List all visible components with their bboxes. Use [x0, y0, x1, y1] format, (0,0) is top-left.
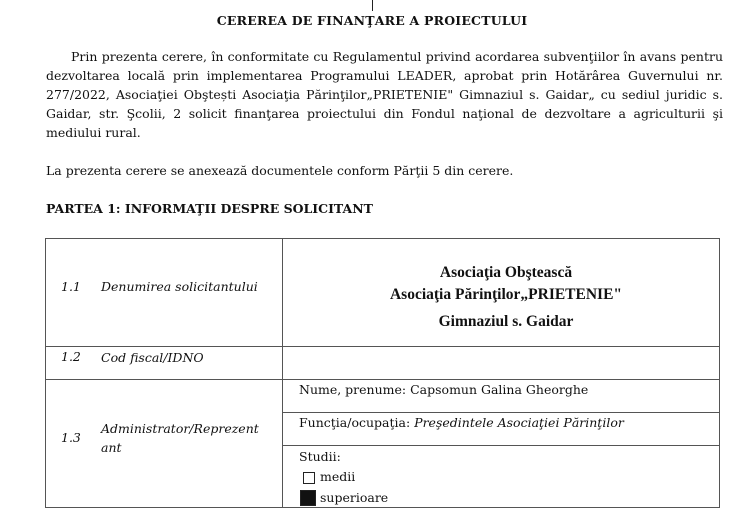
studies-superioare-label: superioare [320, 490, 389, 505]
row-number: 1.2 [61, 349, 81, 364]
name-field [299, 382, 588, 397]
administrator-label-line-1: Administrator/Reprezent [101, 421, 259, 436]
table-border-top [45, 238, 720, 239]
part-heading: PARTEA 1: INFORMAŢII DESPRE SOLICITANT [46, 201, 373, 216]
fiscal-code-label: Cod fiscal/IDNO [101, 350, 204, 365]
administrator-label-line-2: ant [101, 440, 122, 455]
name-value[interactable]: Capsomun Galina Gheorghe [410, 382, 589, 397]
studies-medii-label: medii [320, 469, 356, 484]
name-label: Nume, prenume: [299, 382, 407, 397]
table-border-bottom [45, 507, 720, 508]
intro-paragraph: Prin prezenta cerere, în conformitate cu Regulamentul privind acordarea subvenţiilor în avans pentru dezvoltarea locală prin implementarea Programului LEADER, aprobat prin Hotărârea Guvernului nr. 277/2022, Asociaţiei Obştești Asociaţia Părinţilor„PRIETENIE" Gimnaziul s. Gaidar„ cu sediul juridic s. Gaidar, str. Şcolii, 2 solicit finanţarea proiectului din Fondul naţional de dezvoltare a agriculturii şi mediului rural. [46, 49, 723, 140]
applicant-name-line-2: Asociaţia Părinţilor„PRIETENIE" [389, 286, 623, 303]
function-label: Funcţia/ocupaţia: [299, 415, 411, 430]
text-cursor [372, 0, 373, 11]
row-number: 1.1 [61, 279, 81, 294]
table-border-left [45, 238, 46, 508]
table-subrow-divider-2 [282, 445, 720, 446]
table-row-divider-2 [45, 379, 720, 380]
table-subrow-divider-1 [282, 412, 720, 413]
studies-label: Studii: [299, 449, 341, 464]
row-number: 1.3 [61, 430, 81, 445]
function-field [299, 415, 624, 430]
applicant-name-line-3: Gimnaziul s. Gaidar [438, 313, 574, 330]
document-title: CEREREA DE FINANŢARE A PROIECTULUI [216, 13, 528, 28]
studies-superioare-checkbox[interactable] [300, 490, 316, 506]
table-row-divider-1 [45, 346, 720, 347]
applicant-name-line-1: Asociaţia Obştească [439, 264, 573, 281]
studies-medii-checkbox[interactable] [303, 472, 315, 484]
annex-note: La prezenta cerere se anexează documentele conform Părţii 5 din cerere. [46, 163, 514, 178]
function-value[interactable]: Preşedintele Asociaţiei Părinţilor [414, 415, 624, 430]
applicant-name-label: Denumirea solicitantului [101, 279, 258, 294]
